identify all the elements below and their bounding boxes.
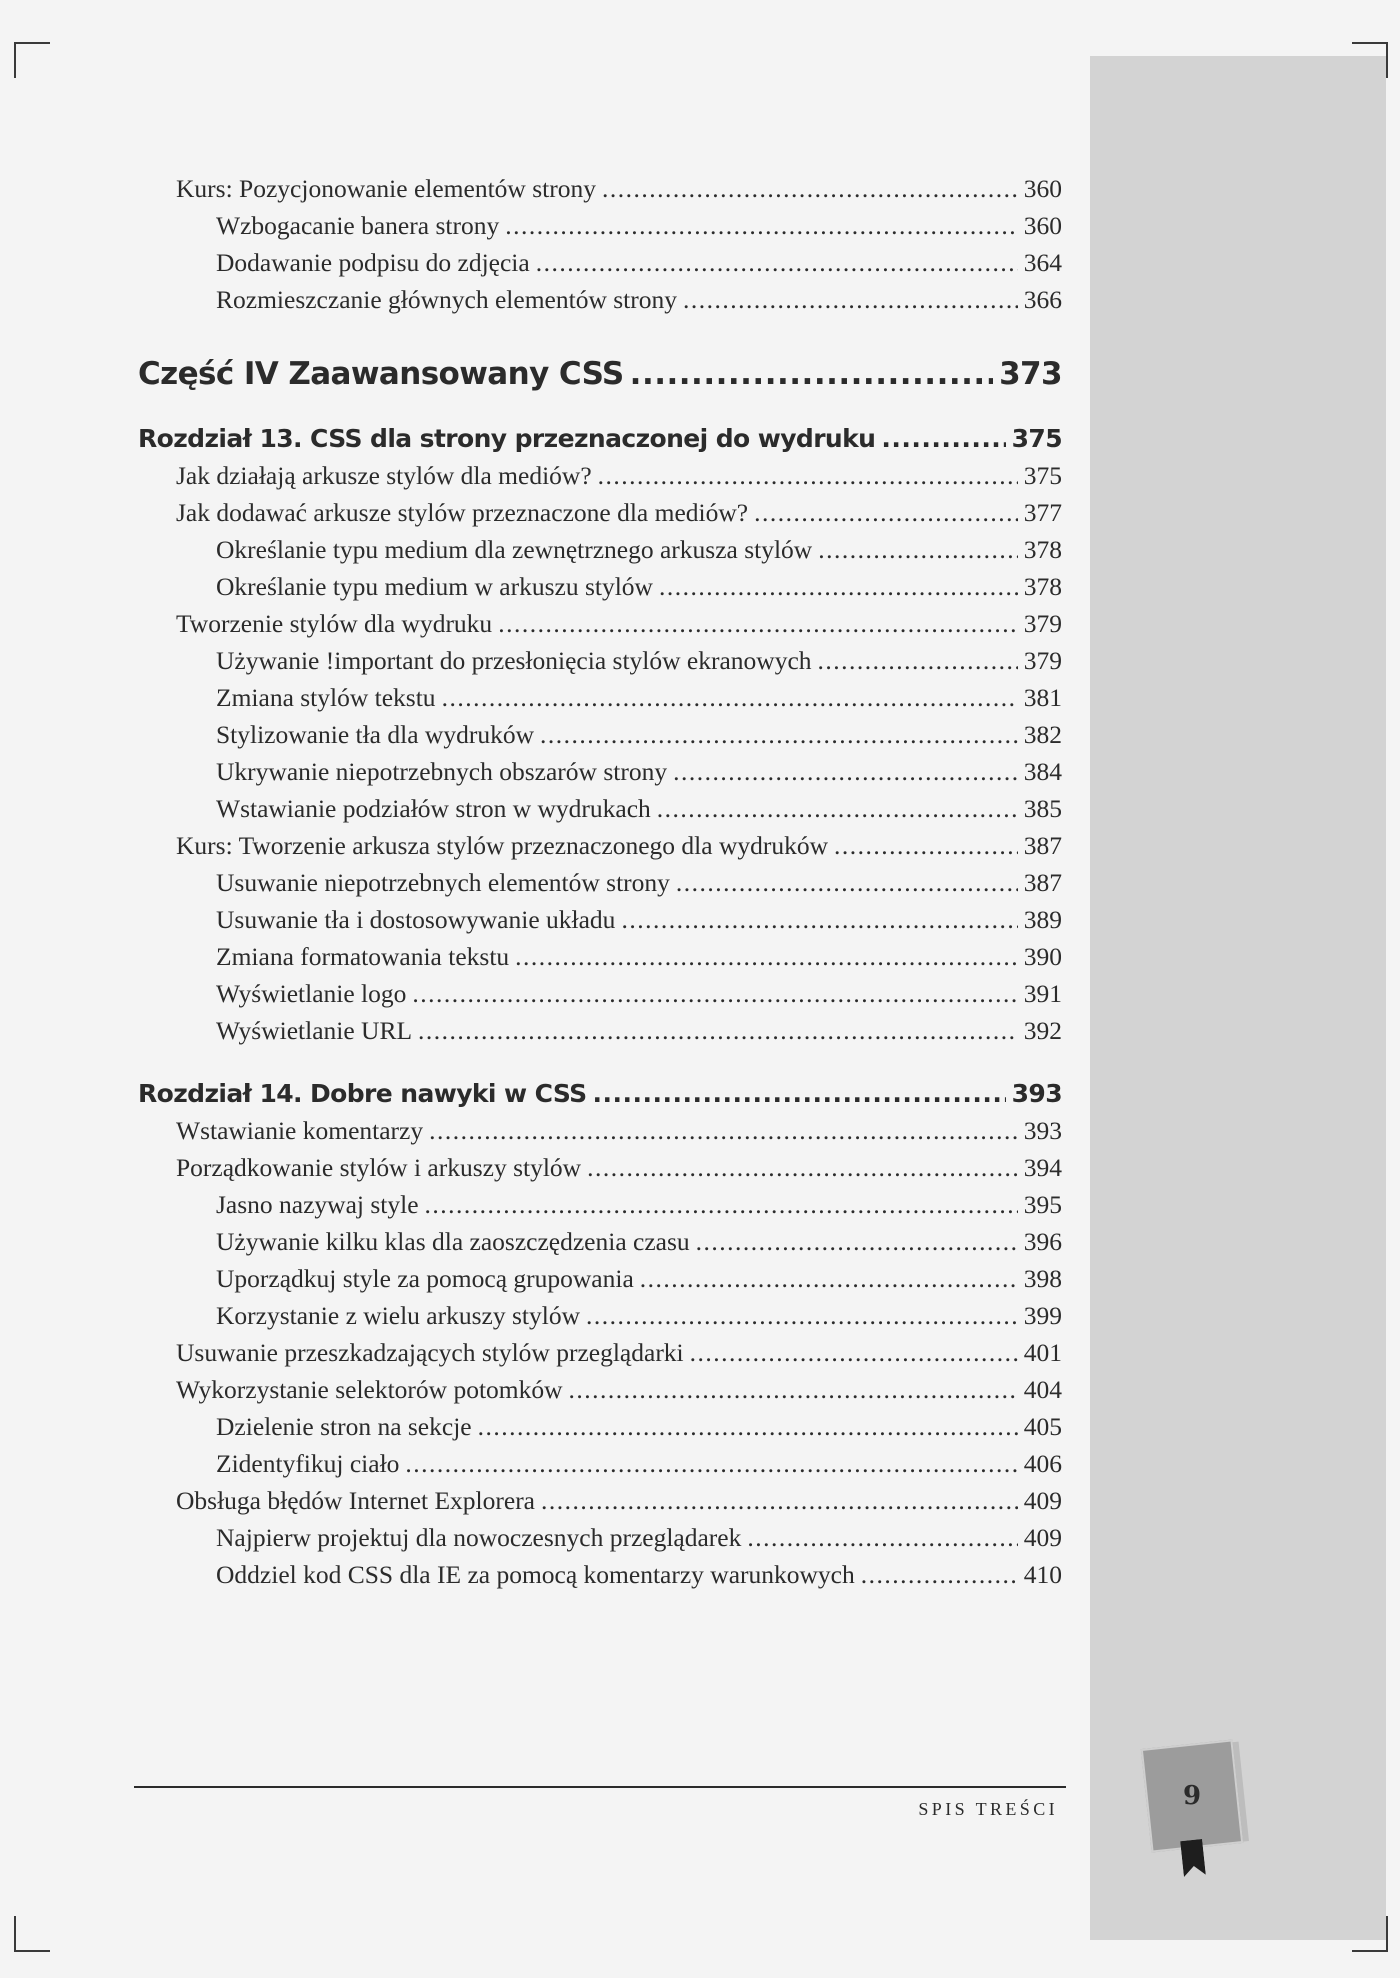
toc-entry-page: 360 <box>1023 174 1062 203</box>
toc-entry-page: 392 <box>1023 1016 1062 1045</box>
toc-entry-label: Wzbogacanie banera strony <box>216 211 500 240</box>
toc-entry-label: Rozmieszczanie głównych elementów strony <box>216 285 677 314</box>
toc-entry-page: 396 <box>1023 1227 1062 1256</box>
dot-leader <box>621 901 1017 938</box>
dot-leader <box>630 352 993 396</box>
dot-leader <box>412 975 1017 1012</box>
toc-entry-label: Wykorzystanie selektorów potomków <box>176 1375 563 1404</box>
toc-entry-page: 364 <box>1023 248 1062 277</box>
crop-mark-top-left <box>14 42 50 78</box>
toc-entry-label: Kurs: Pozycjonowanie elementów strony <box>176 174 596 203</box>
toc-part-heading[interactable] <box>138 352 1062 396</box>
toc-entry-label: Uporządkuj style za pomocą grupowania <box>216 1264 634 1293</box>
toc-entry-page: 378 <box>1023 535 1062 564</box>
toc-entry-label: Wstawianie komentarzy <box>176 1116 424 1145</box>
toc-entry[interactable] <box>138 531 1062 568</box>
toc-entry[interactable] <box>138 1186 1062 1223</box>
toc-entry-label: Zidentyfikuj ciało <box>216 1449 400 1478</box>
toc-entry-label: Zmiana stylów tekstu <box>216 683 436 712</box>
dot-leader <box>540 716 1018 753</box>
dot-leader <box>536 244 1018 281</box>
toc-entry-page: 384 <box>1023 757 1062 786</box>
toc-entry[interactable] <box>138 1297 1062 1334</box>
dot-leader <box>602 170 1018 207</box>
table-of-contents <box>138 170 1062 1593</box>
toc-entry-label: Używanie !important do przesłonięcia stylów ekranowych <box>216 646 812 675</box>
chapter-title: Rozdział 14. Dobre nawyki w CSS <box>138 1079 587 1108</box>
toc-entry-label: Jak działają arkusze stylów dla mediów? <box>176 461 592 490</box>
toc-entry[interactable] <box>138 207 1062 244</box>
toc-entry-page: 394 <box>1023 1153 1062 1182</box>
toc-entry[interactable] <box>138 1112 1062 1149</box>
toc-entry[interactable] <box>138 1556 1062 1593</box>
toc-entry-label: Ukrywanie niepotrzebnych obszarów strony <box>216 757 668 786</box>
dot-leader <box>425 1186 1018 1223</box>
toc-entry-page: 379 <box>1023 609 1062 638</box>
toc-entry-page: 385 <box>1023 794 1062 823</box>
toc-entry[interactable] <box>138 494 1062 531</box>
dot-leader <box>690 1334 1018 1371</box>
toc-entry-page: 395 <box>1023 1190 1062 1219</box>
toc-entry[interactable] <box>138 1408 1062 1445</box>
dot-leader <box>498 605 1018 642</box>
toc-entry[interactable] <box>138 1445 1062 1482</box>
toc-section-chapter-14 <box>138 1112 1062 1593</box>
toc-entry-page: 409 <box>1023 1523 1062 1552</box>
page-number-badge <box>1140 1740 1260 1890</box>
page-number: 9 <box>1182 1781 1202 1811</box>
toc-entry[interactable] <box>138 642 1062 679</box>
toc-entry-label: Stylizowanie tła dla wydruków <box>216 720 534 749</box>
toc-entry-label: Zmiana formatowania tekstu <box>216 942 510 971</box>
toc-entry-label: Najpierw projektuj dla nowoczesnych przeglądarek <box>216 1523 742 1552</box>
toc-entry-page: 360 <box>1023 211 1062 240</box>
dot-leader <box>418 1012 1018 1049</box>
dot-leader <box>861 1556 1018 1593</box>
dot-leader <box>569 1371 1018 1408</box>
toc-entry-label: Usuwanie niepotrzebnych elementów strony <box>216 868 670 897</box>
toc-entry[interactable] <box>138 1223 1062 1260</box>
toc-entry-page: 381 <box>1023 683 1062 712</box>
dot-leader <box>405 1445 1017 1482</box>
dot-leader <box>676 864 1018 901</box>
dot-leader <box>587 1149 1018 1186</box>
toc-entry[interactable] <box>138 753 1062 790</box>
toc-entry[interactable] <box>138 975 1062 1012</box>
toc-entry-page: 401 <box>1023 1338 1062 1367</box>
toc-entry-page: 391 <box>1023 979 1062 1008</box>
toc-entry[interactable] <box>138 1334 1062 1371</box>
toc-entry-label: Jak dodawać arkusze stylów przeznaczone dla mediów? <box>176 498 749 527</box>
toc-entry-page: 377 <box>1023 498 1062 527</box>
toc-entry-label: Wyświetlanie logo <box>216 979 407 1008</box>
dot-leader <box>429 1112 1018 1149</box>
toc-entry-label: Dzielenie stron na sekcje <box>216 1412 472 1441</box>
toc-entry-page: 410 <box>1023 1560 1062 1589</box>
toc-entry-page: 387 <box>1023 868 1062 897</box>
toc-entry[interactable] <box>138 1012 1062 1049</box>
dot-leader <box>515 938 1018 975</box>
dot-leader <box>586 1297 1018 1334</box>
toc-entry-page: 389 <box>1023 905 1062 934</box>
toc-entry-page: 404 <box>1023 1375 1062 1404</box>
toc-entry-page: 387 <box>1023 831 1062 860</box>
dot-leader <box>505 207 1018 244</box>
dot-leader <box>818 642 1018 679</box>
dot-leader <box>834 827 1018 864</box>
toc-entry-page: 399 <box>1023 1301 1062 1330</box>
toc-entry-label: Dodawanie podpisu do zdjęcia <box>216 248 530 277</box>
toc-section-top <box>138 170 1062 318</box>
crop-mark-bottom-left <box>14 1916 50 1952</box>
toc-entry[interactable] <box>138 605 1062 642</box>
dot-leader <box>640 1260 1018 1297</box>
running-footer-title: SPIS TREŚCI <box>918 1799 1058 1819</box>
toc-entry[interactable] <box>138 170 1062 207</box>
toc-entry[interactable] <box>138 790 1062 827</box>
toc-entry-label: Korzystanie z wielu arkuszy stylów <box>216 1301 580 1330</box>
dot-leader <box>593 1075 1006 1112</box>
toc-entry[interactable] <box>138 244 1062 281</box>
chapter-title: Rozdział 13. CSS dla strony przeznaczonej do wydruku <box>138 424 876 453</box>
toc-entry[interactable] <box>138 1260 1062 1297</box>
part-page: 373 <box>999 356 1062 392</box>
badge-card <box>1141 1739 1243 1852</box>
toc-entry-page: 398 <box>1023 1264 1062 1293</box>
toc-entry-page: 375 <box>1023 461 1062 490</box>
toc-entry-page: 409 <box>1023 1486 1062 1515</box>
toc-entry-label: Usuwanie tła i dostosowywanie układu <box>216 905 616 934</box>
dot-leader <box>657 790 1018 827</box>
toc-entry-label: Określanie typu medium dla zewnętrznego arkusza stylów <box>216 535 813 564</box>
toc-entry-page: 390 <box>1023 942 1062 971</box>
dot-leader <box>683 281 1018 318</box>
part-title: Część IV Zaawansowany CSS <box>138 356 624 392</box>
toc-entry-page: 379 <box>1023 646 1062 675</box>
toc-entry-label: Określanie typu medium w arkuszu stylów <box>216 572 653 601</box>
toc-entry-page: 378 <box>1023 572 1062 601</box>
toc-chapter-14[interactable] <box>138 1075 1062 1112</box>
dot-leader <box>478 1408 1018 1445</box>
toc-entry-label: Porządkowanie stylów i arkuszy stylów <box>176 1153 582 1182</box>
toc-entry[interactable] <box>138 901 1062 938</box>
toc-chapter-13[interactable] <box>138 420 1062 457</box>
dot-leader <box>659 568 1018 605</box>
dot-leader <box>818 531 1018 568</box>
toc-entry[interactable] <box>138 568 1062 605</box>
toc-entry[interactable] <box>138 1482 1062 1519</box>
dot-leader <box>673 753 1018 790</box>
dot-leader <box>598 457 1018 494</box>
toc-entry[interactable] <box>138 281 1062 318</box>
toc-entry-label: Usuwanie przeszkadzających stylów przeglądarki <box>176 1338 684 1367</box>
dot-leader <box>747 1519 1017 1556</box>
toc-entry-page: 382 <box>1023 720 1062 749</box>
toc-entry[interactable] <box>138 1371 1062 1408</box>
dot-leader <box>696 1223 1018 1260</box>
toc-entry[interactable] <box>138 1519 1062 1556</box>
dot-leader <box>541 1482 1018 1519</box>
toc-entry-page: 406 <box>1023 1449 1062 1478</box>
toc-entry[interactable] <box>138 457 1062 494</box>
bookmark-ribbon-icon <box>1180 1839 1206 1877</box>
toc-entry-label: Jasno nazywaj style <box>216 1190 419 1219</box>
toc-entry-label: Wstawianie podziałów stron w wydrukach <box>216 794 651 823</box>
toc-entry[interactable] <box>138 938 1062 975</box>
side-band <box>1090 56 1386 1940</box>
toc-entry-label: Tworzenie stylów dla wydruku <box>176 609 493 638</box>
toc-entry-label: Obsługa błędów Internet Explorera <box>176 1486 536 1515</box>
toc-entry-page: 366 <box>1023 285 1062 314</box>
dot-leader <box>881 420 1005 457</box>
toc-section-chapter-13 <box>138 457 1062 1049</box>
toc-entry-page: 405 <box>1023 1412 1062 1441</box>
dot-leader <box>754 494 1018 531</box>
dot-leader <box>442 679 1018 716</box>
toc-entry-label: Oddziel kod CSS dla IE za pomocą komentarzy warunkowych <box>216 1560 855 1589</box>
toc-entry-label: Wyświetlanie URL <box>216 1016 413 1045</box>
toc-entry[interactable] <box>138 864 1062 901</box>
footer-rule <box>134 1786 1066 1788</box>
chapter-page: 375 <box>1011 424 1062 453</box>
toc-entry[interactable] <box>138 827 1062 864</box>
chapter-page: 393 <box>1011 1079 1062 1108</box>
toc-entry-label: Używanie kilku klas dla zaoszczędzenia czasu <box>216 1227 690 1256</box>
toc-entry-label: Kurs: Tworzenie arkusza stylów przeznaczonego dla wydruków <box>176 831 829 860</box>
toc-entry-page: 393 <box>1023 1116 1062 1145</box>
toc-entry[interactable] <box>138 716 1062 753</box>
toc-entry[interactable] <box>138 1149 1062 1186</box>
toc-entry[interactable] <box>138 679 1062 716</box>
